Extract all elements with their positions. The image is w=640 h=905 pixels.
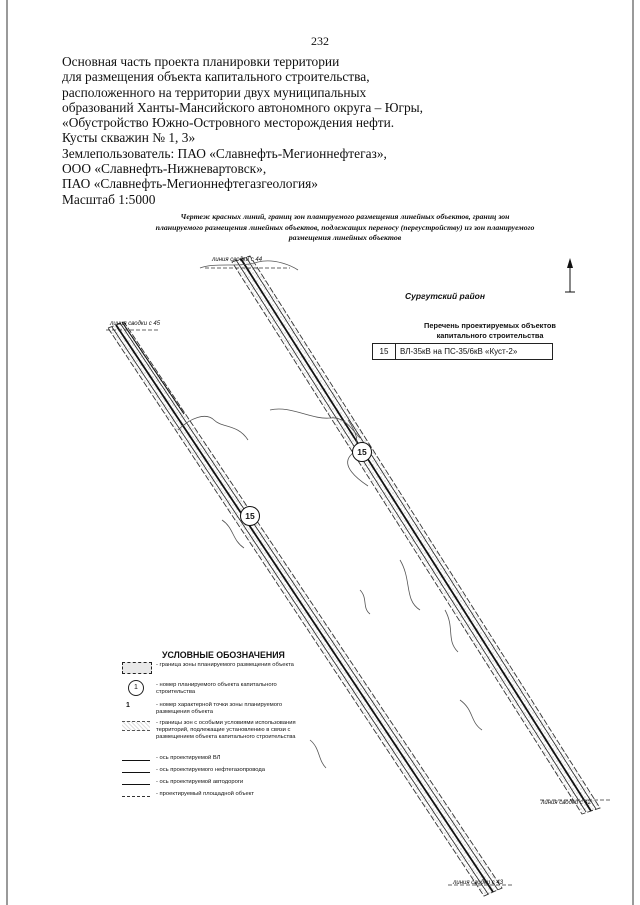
drawing-title-line: размещения линейных объектов (288, 233, 402, 242)
header-line: ПАО «Славнефть-Мегионнефтегазгеология» (62, 176, 318, 192)
legend-item (120, 779, 306, 791)
header-line: «Обустройство Южно-Островного месторождения нефти. (62, 115, 395, 131)
corridor-axis (116, 325, 493, 892)
legend-item-text: - ось проектируемого нефтегазопровода (156, 767, 265, 773)
legend-item (120, 767, 306, 779)
legend-item (120, 755, 306, 767)
legend-item (120, 720, 306, 740)
page-number: 232 (311, 34, 329, 48)
tie-line-label-top: линия сводки с 44 (212, 257, 263, 263)
special-zone-symbol (120, 720, 154, 732)
legend-title: УСЛОВНЫЕ ОБОЗНАЧЕНИЯ (162, 650, 285, 660)
corridor-border (120, 323, 498, 890)
drawing-title-line: Чертеж красных линий, границ зон планируемого размещения линейных объектов, границ зон (180, 212, 510, 221)
object-number-cell: 15 (373, 344, 396, 360)
header-line: для размещения объекта капитального строительства, (62, 69, 370, 85)
drawing-title-line: планируемого размещения линейных объектов, подлежащих переносу (переустройству) из зон планируемого (155, 222, 535, 232)
object-number-symbol-label: 1 (128, 680, 144, 696)
object-name-cell: ВЛ-35кВ на ПС-35/6кВ «Куст-2» (396, 344, 553, 360)
tie-line-label-right: линия сводки с 42 (541, 800, 592, 806)
header-line: расположенного на территории двух муниципальных (62, 84, 367, 100)
left-corridor (108, 322, 502, 896)
legend-item (120, 702, 306, 716)
object-callout: 15 (352, 442, 372, 462)
legend-item-text: - ось проектируемой автодороги (156, 779, 244, 785)
legend-item-text: - номер планируемого объекта капитального строительства (156, 682, 277, 695)
tie-line-label-bottom: линия сводки с 43 (453, 880, 504, 886)
header-line: Кусты скважин № 1, 3» (62, 130, 196, 146)
pipeline-axis-symbol (120, 767, 154, 779)
objects-table (372, 343, 553, 360)
header-line: образований Ханты-Мансийского автономного округа – Югры, (62, 99, 424, 115)
site-object-symbol (120, 791, 154, 803)
legend-item (120, 682, 306, 696)
table-row (373, 344, 553, 360)
header-line: Масштаб 1:5000 (62, 191, 156, 207)
legend-item-text: - проектируемый площадной объект (156, 791, 254, 797)
object-callout: 15 (240, 506, 260, 526)
region-label: Сургутский район (405, 291, 485, 301)
road-axis-symbol (120, 779, 154, 791)
header-line: ООО «Славнефть-Нижневартовск», (62, 161, 267, 177)
legend-item-text: - граница зоны планируемого размещения объекта (156, 662, 294, 668)
legend-item (120, 662, 306, 674)
corridor-border (112, 327, 488, 894)
power-line-axis-symbol (120, 755, 154, 767)
zone-boundary-symbol (120, 662, 154, 674)
north-arrow (565, 258, 575, 292)
legend-item-text: - границы зон с особыми условиями использования территорий, подлежащие установлению в связи с размещением объекта капитального строительства (156, 720, 296, 740)
objects-list-title: Перечень проектируемых объектов капитального строительства (424, 321, 556, 340)
corridor-road (122, 322, 184, 414)
header-line: Землепользователь: ПАО «Славнефть-Мегионнефтегаз», (62, 145, 387, 161)
tie-line-label-left: линия сводки с 45 (110, 321, 161, 327)
legend-item-text: - ось проектируемой ВЛ (156, 755, 221, 761)
legend-item (120, 791, 306, 803)
point-number-symbol (120, 702, 154, 714)
point-number-symbol-label: 1 (126, 702, 130, 709)
header-line: Основная часть проекта планировки территории (62, 54, 340, 69)
object-number-symbol (120, 682, 154, 694)
legend-item-text: - номер характерной точки зоны планируемого размещения объекта (156, 702, 283, 715)
